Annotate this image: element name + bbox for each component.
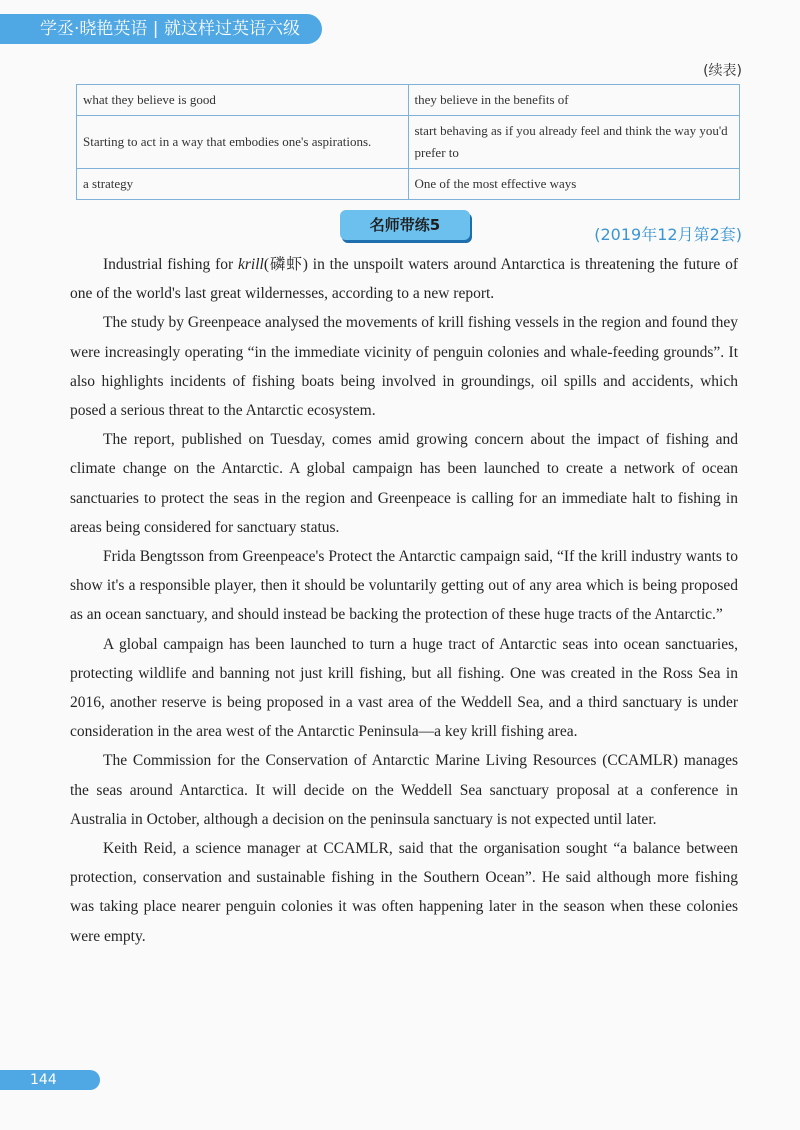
paragraph: Industrial fishing for krill(磷虾) in the unspoilt waters around Antarctica is threatening the future of one of the world's last great wildernesses, according to a new report. xyxy=(70,256,738,303)
paragraph: The Commission for the Conservation of Antarctic Marine Living Resources (CCAMLR) manages the seas around Antarctica. It will decide on the Weddell Sea sanctuary proposal at a conference in Australia in October, although a decision on the peninsula sanctuary is not expected until later. xyxy=(70,752,738,828)
table-row xyxy=(77,85,740,116)
vocab-table xyxy=(76,84,740,200)
keyword: krill xyxy=(237,256,264,273)
keyword-gloss: (磷虾) xyxy=(263,256,308,273)
paragraph: Keith Reid, a science manager at CCAMLR, said that the organisation sought “a balance between protection, conservation and sustainable fishing in the Southern Ocean”. He said although more fishing was taking place nearer penguin colonies it was often happening later in the season when these colonies were empty. xyxy=(70,840,738,945)
reading-passage xyxy=(70,250,738,951)
table-cell: they believe in the benefits of xyxy=(408,85,740,116)
paragraph: A global campaign has been launched to turn a huge tract of Antarctic seas into ocean sanctuaries, protecting wildlife and banning not just krill fishing, but all fishing. One was created in the Ross Sea in 2016, another reserve is being proposed in a vast area of the Weddell Sea, and a third sanctuary is under consideration in the area west of the Antarctic Peninsula—a key krill fishing area. xyxy=(70,635,738,741)
paragraph: Frida Bengtsson from Greenpeace's Protect the Antarctic campaign said, “If the krill industry wants to show it's a responsible player, then it should be voluntarily getting out of any area which is being proposed as an ocean sanctuary, and should instead be backing the protection of these huge tracts of the Antarctic.” xyxy=(70,548,738,624)
page-number-tab xyxy=(0,1070,100,1090)
page-number: 144 xyxy=(30,1072,57,1088)
table-cell: start behaving as if you already feel and think the way you'd prefer to xyxy=(408,116,740,169)
continued-label: (续表) xyxy=(703,63,742,79)
section-badge-label: 名师带练5 xyxy=(369,216,441,234)
paragraph: The report, published on Tuesday, comes amid growing concern about the impact of fishing and climate change on the Antarctic. A global campaign has been launched to create a network of ocean sanctuaries to protect the seas in the region and Greenpeace is calling for an immediate halt to fishing in areas being considered for sanctuary status. xyxy=(70,431,738,536)
book-header-banner xyxy=(0,14,322,44)
section-badge xyxy=(340,210,470,240)
table-row xyxy=(77,116,740,169)
exam-source: (2019年12月第2套) xyxy=(594,225,742,244)
table-cell: One of the most effective ways xyxy=(408,169,740,200)
table-cell: Starting to act in a way that embodies one's aspirations. xyxy=(77,116,409,169)
paragraph: The study by Greenpeace analysed the movements of krill fishing vessels in the region and found they were increasingly operating “in the immediate vicinity of penguin colonies and whale-feeding grounds”. It also highlights incidents of fishing boats being involved in groundings, oil spills and accidents, which posed a serious threat to the Antarctic ecosystem. xyxy=(70,314,738,420)
table-cell: a strategy xyxy=(77,169,409,200)
table-cell: what they believe is good xyxy=(77,85,409,116)
book-header-title: 学丞·晓艳英语 | 就这样过英语六级 xyxy=(40,19,300,39)
table-row xyxy=(77,169,740,200)
